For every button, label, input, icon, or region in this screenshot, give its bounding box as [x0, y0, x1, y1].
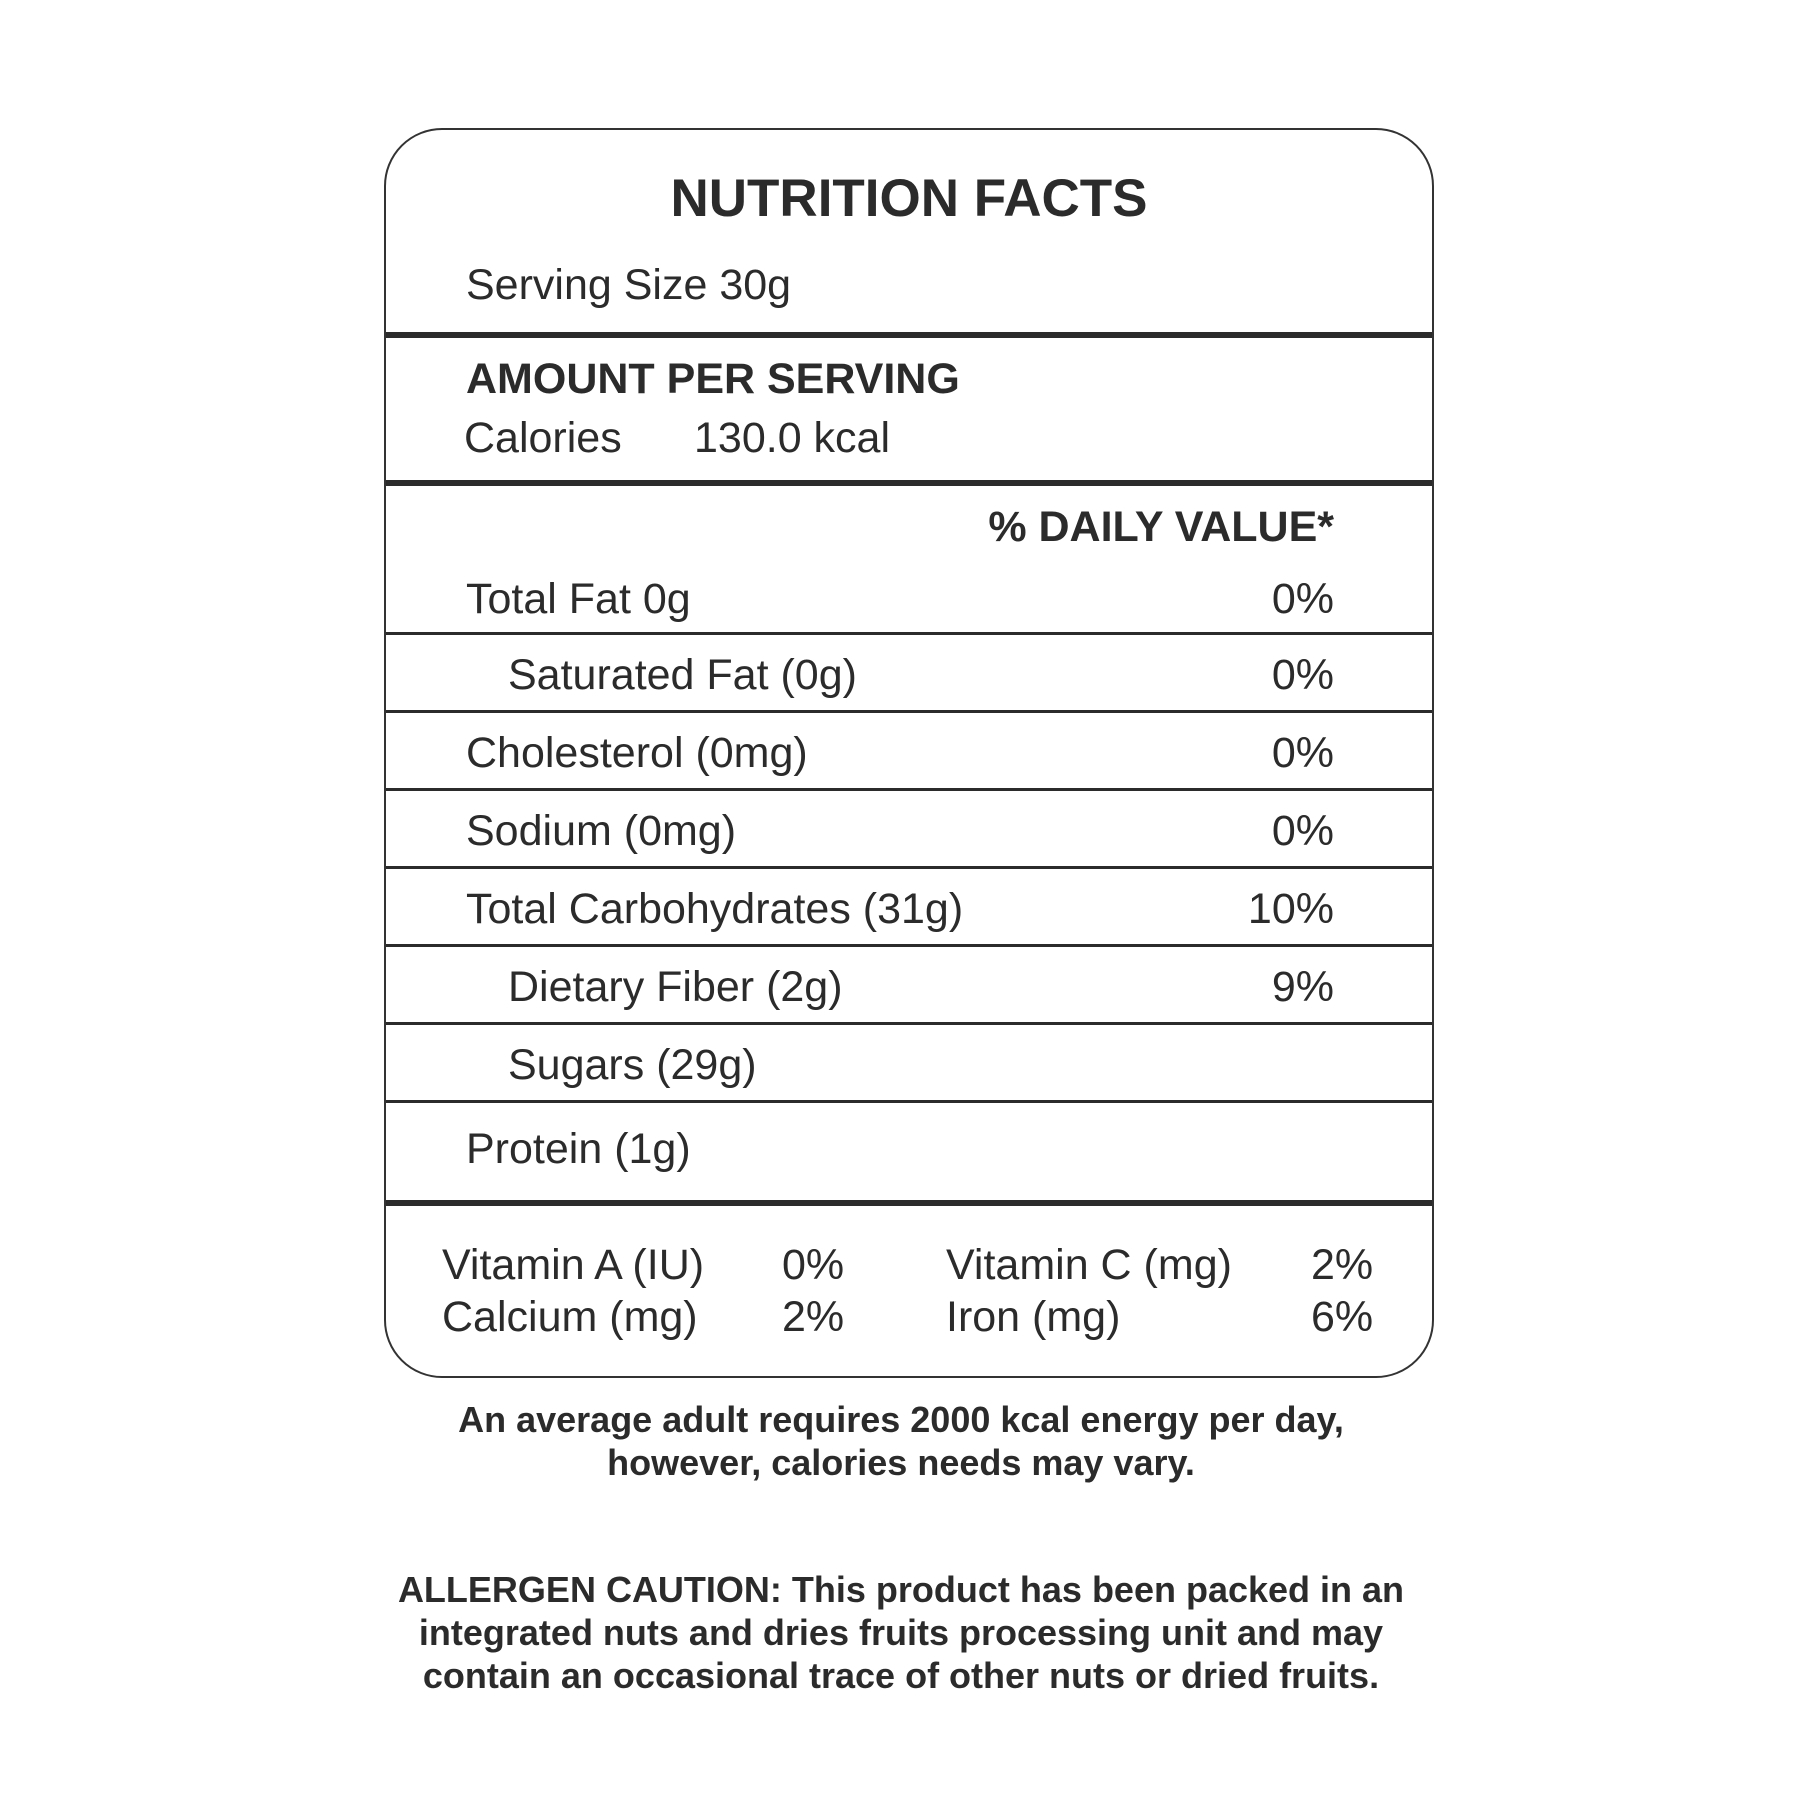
serving-size: Serving Size 30g: [466, 261, 792, 309]
nutrient-dv-cholesterol: 0%: [1271, 729, 1334, 777]
calcium-value: 2%: [782, 1293, 845, 1341]
row-divider: [386, 866, 1432, 869]
energy-note: [0, 1398, 1802, 1484]
nutrient-name-protein: Protein (1g): [466, 1125, 691, 1173]
allergen-line-1: ALLERGEN CAUTION: This product has been packed in an: [397, 1569, 1405, 1610]
nutrition-facts-panel: [384, 128, 1434, 1378]
vitamin-c-value: 2%: [1311, 1241, 1374, 1289]
allergen-line-3: contain an occasional trace of other nuts or dried fruits.: [422, 1655, 1380, 1697]
nutrient-dv-sodium: 0%: [1271, 807, 1334, 855]
nutrient-dv-dietary-fiber: 9%: [1271, 963, 1334, 1011]
row-divider: [386, 788, 1432, 791]
nutrient-name-dietary-fiber: Dietary Fiber (2g): [508, 963, 843, 1011]
divider-thick-2: [386, 480, 1432, 486]
energy-note-line-2: however, calories needs may vary.: [607, 1442, 1195, 1484]
nutrient-dv-total-carbohydrates: 10%: [1247, 885, 1334, 933]
row-divider: [386, 632, 1432, 635]
energy-note-line-1: An average adult requires 2000 kcal energy per day,: [458, 1399, 1344, 1440]
calories-label: Calories: [464, 414, 622, 462]
row-divider: [386, 1100, 1432, 1103]
nutrient-dv-saturated-fat: 0%: [1271, 651, 1334, 699]
nutrient-name-cholesterol: Cholesterol (0mg): [466, 729, 808, 777]
iron-name: Iron (mg): [946, 1293, 1121, 1341]
row-divider: [386, 944, 1432, 947]
divider-thick-1: [386, 332, 1432, 338]
vitamin-c-name: Vitamin C (mg): [946, 1241, 1232, 1289]
nutrient-name-total-carbohydrates: Total Carbohydrates (31g): [466, 885, 964, 933]
label-title: NUTRITION FACTS: [670, 169, 1148, 228]
vitamin-a-name: Vitamin A (IU): [442, 1241, 705, 1289]
allergen-caution: [0, 1568, 1802, 1698]
calories-value: 130.0 kcal: [694, 414, 891, 462]
vitamin-a-value: 0%: [782, 1241, 845, 1289]
amount-per-serving-heading: AMOUNT PER SERVING: [466, 355, 960, 403]
row-divider: [386, 1022, 1432, 1025]
divider-thick-3: [386, 1200, 1432, 1206]
iron-value: 6%: [1311, 1293, 1374, 1341]
nutrient-name-total-fat: Total Fat 0g: [466, 575, 691, 623]
nutrient-name-sugars: Sugars (29g): [508, 1041, 757, 1089]
nutrient-dv-total-fat: 0%: [1271, 575, 1334, 623]
calcium-name: Calcium (mg): [442, 1293, 698, 1341]
nutrient-name-sodium: Sodium (0mg): [466, 807, 737, 855]
daily-value-header: % DAILY VALUE*: [988, 503, 1334, 551]
nutrient-name-saturated-fat: Saturated Fat (0g): [508, 651, 857, 699]
row-divider: [386, 710, 1432, 713]
allergen-line-2: integrated nuts and dries fruits processing unit and may: [418, 1612, 1384, 1654]
